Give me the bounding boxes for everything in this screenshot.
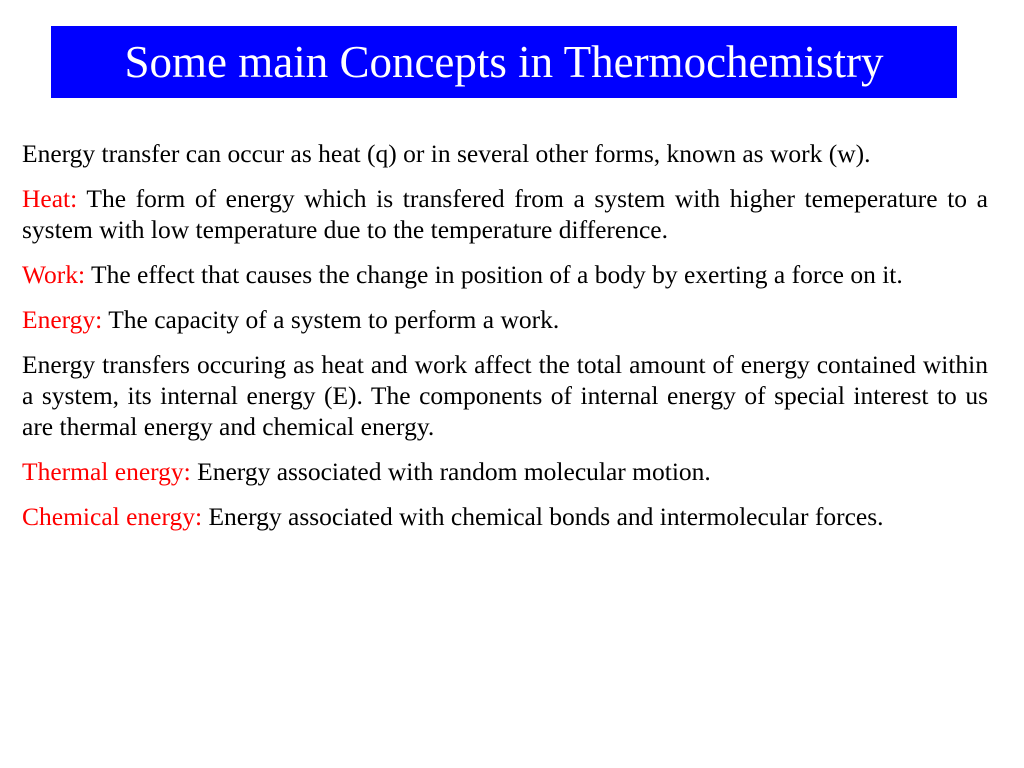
paragraph-thermal-energy xyxy=(22,456,988,487)
paragraph-internal-energy xyxy=(22,349,988,442)
definition-work: The effect that causes the change in position of a body by exerting a force on it. xyxy=(91,260,903,289)
paragraph-energy-transfer xyxy=(22,138,988,169)
paragraph-work xyxy=(22,259,988,290)
term-work: Work: xyxy=(22,260,86,289)
term-heat: Heat: xyxy=(22,184,78,213)
term-thermal-energy: Thermal energy: xyxy=(22,457,191,486)
paragraph-heat xyxy=(22,183,988,245)
slide-body xyxy=(22,138,988,546)
term-energy: Energy: xyxy=(22,305,103,334)
term-chemical-energy: Chemical energy: xyxy=(22,502,203,531)
definition-chemical-energy: Energy associated with chemical bonds and intermolecular forces. xyxy=(208,502,884,531)
paragraph-text: Energy transfers occuring as heat and work affect the total amount of energy contained within a system, its internal energy (E). The components of internal energy of special interest to us are thermal energy and chemical energy. xyxy=(22,350,988,441)
definition-thermal-energy: Energy associated with random molecular motion. xyxy=(197,457,711,486)
definition-heat: The form of energy which is transfered from a system with higher temeperature to a system with low temperature due to the temperature difference. xyxy=(22,184,988,244)
definition-energy: The capacity of a system to perform a work. xyxy=(108,305,560,334)
paragraph-energy xyxy=(22,304,988,335)
paragraph-text: Energy transfer can occur as heat (q) or in several other forms, known as work (w). xyxy=(22,139,871,168)
slide-title: Some main Concepts in Thermochemistry xyxy=(124,36,884,87)
paragraph-chemical-energy xyxy=(22,501,988,532)
title-banner xyxy=(51,26,957,98)
